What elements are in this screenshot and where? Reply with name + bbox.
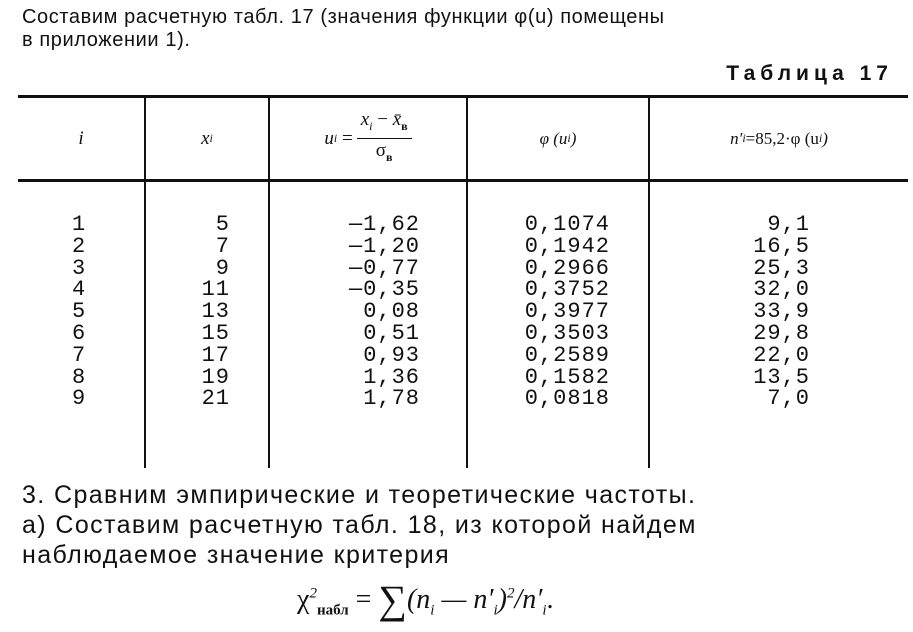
header-n-expression: =85,2·φ (u <box>745 128 819 148</box>
cell-i: 4 <box>72 277 87 303</box>
cell-u: —0,77 <box>348 255 420 281</box>
cell-i: 5 <box>72 299 87 325</box>
formula-power: 2 <box>506 585 515 602</box>
header-u-subscript: i <box>333 131 338 145</box>
numerator-x: x <box>360 109 370 131</box>
cell-i: 1 <box>72 212 87 237</box>
formula-body-close: ) <box>497 584 507 615</box>
cell-i: 9 <box>72 386 87 412</box>
formula-body: (n <box>406 584 431 615</box>
cell-n: 16,5 <box>753 233 810 259</box>
cell-phi: 0,1582 <box>524 364 610 390</box>
header-phi <box>468 98 648 179</box>
cell-n: 29,8 <box>753 320 810 346</box>
cell-phi: 0,2966 <box>524 255 610 281</box>
formula-end: . <box>546 584 554 615</box>
formula-body-subscript-2: i <box>493 602 498 619</box>
fraction-numerator <box>357 110 412 139</box>
cell-phi: 0,3977 <box>524 299 610 325</box>
column-i <box>72 214 102 410</box>
table-title: Таблица 17 <box>726 62 893 85</box>
table-header-rule <box>18 179 908 182</box>
header-n-close: ) <box>822 128 828 148</box>
cell-n: 32,0 <box>753 277 810 303</box>
cell-n: 9,1 <box>767 212 810 237</box>
cell-n: 25,3 <box>753 255 810 281</box>
cell-u: —1,62 <box>348 212 420 237</box>
column-phi <box>470 214 610 410</box>
header-n-subscript: i <box>742 131 746 145</box>
header-x-label: x <box>201 127 210 149</box>
intro-paragraph <box>22 6 902 52</box>
cell-u: —1,20 <box>348 233 420 259</box>
header-i-label: i <box>78 127 84 149</box>
section3-line-1: 3. Сравним эмпирические и теоретические частоты. <box>22 481 697 509</box>
header-n-expression-subscript: i <box>818 131 823 145</box>
formula-body-subscript: i <box>430 602 435 619</box>
fraction-denominator <box>376 139 393 167</box>
formula-body-middle: — n′ <box>434 584 494 615</box>
cell-x: 17 <box>201 342 230 368</box>
cell-x: 15 <box>201 320 230 346</box>
cell-n: 33,9 <box>753 299 810 325</box>
cell-i: 7 <box>72 342 87 368</box>
cell-x: 21 <box>201 386 230 412</box>
cell-phi: 0,3752 <box>524 277 610 303</box>
cell-u: 0,08 <box>363 299 420 325</box>
header-u-label: u <box>324 127 334 149</box>
cell-i: 2 <box>72 233 87 259</box>
intro-line-1: Составим расчетную табл. 17 (значения функции φ(u) помещены <box>22 6 665 28</box>
cell-phi: 0,2589 <box>524 342 610 368</box>
denominator-sigma: σ <box>375 140 387 161</box>
header-x <box>146 98 268 179</box>
cell-phi: 0,0818 <box>524 386 610 412</box>
cell-i: 8 <box>72 364 87 390</box>
cell-x: 7 <box>215 233 230 259</box>
chi-square-formula <box>297 576 554 623</box>
cell-x: 5 <box>215 212 230 237</box>
formula-chi-subscript: набл <box>316 602 349 619</box>
cell-u: 0,93 <box>363 342 420 368</box>
denominator-subscript: в <box>386 149 393 164</box>
formula-tail: /n′ <box>514 584 543 615</box>
header-u-formula: u i = $\frac{x_i - x̄_в}{\sigma_в}$ <box>270 98 466 179</box>
cell-u: 1,36 <box>363 364 420 390</box>
cell-n: 7,0 <box>767 386 810 412</box>
header-n-formula <box>650 98 908 179</box>
section3-line-2: а) Составим расчетную табл. 18, из которой найдем <box>22 511 697 539</box>
cell-phi: 0,1074 <box>524 212 610 237</box>
section3-line-3: наблюдаемое значение критерия <box>22 541 451 569</box>
cell-u: 1,78 <box>363 386 420 412</box>
cell-x: 11 <box>201 277 230 303</box>
cell-x: 9 <box>215 255 230 281</box>
header-phi-subscript: i <box>567 131 571 145</box>
column-u <box>310 214 420 410</box>
cell-n: 13,5 <box>753 364 810 390</box>
formula-equals: = <box>348 584 379 615</box>
formula-tail-subscript: i <box>542 602 547 619</box>
cell-u: 0,51 <box>363 320 420 346</box>
intro-line-2: в приложении 1). <box>22 29 191 51</box>
cell-phi: 0,1942 <box>524 233 610 259</box>
numerator-x-subscript: i <box>369 119 373 133</box>
header-x-subscript: i <box>209 131 213 145</box>
column-n <box>660 214 810 410</box>
cell-i: 3 <box>72 255 87 281</box>
numerator-xbar-subscript: в <box>401 119 408 133</box>
numerator-minus: − <box>372 109 393 131</box>
cell-x: 13 <box>201 299 230 325</box>
formula-chi: χ <box>297 584 310 615</box>
cell-i: 6 <box>72 320 87 346</box>
header-n-label: n′ <box>730 128 743 148</box>
cell-phi: 0,3503 <box>524 320 610 346</box>
header-u-fraction <box>357 110 412 167</box>
formula-chi-power: 2 <box>309 585 317 602</box>
cell-x: 19 <box>201 364 230 390</box>
header-phi-label: φ (u <box>539 128 568 148</box>
cell-u: —0,35 <box>348 277 420 303</box>
numerator-xbar: x̄ <box>392 109 402 131</box>
formula-sum-sign: ∑ <box>378 577 407 622</box>
column-x <box>160 214 230 410</box>
cell-n: 22,0 <box>753 342 810 368</box>
header-phi-close: ) <box>570 128 577 148</box>
header-i <box>18 98 144 179</box>
